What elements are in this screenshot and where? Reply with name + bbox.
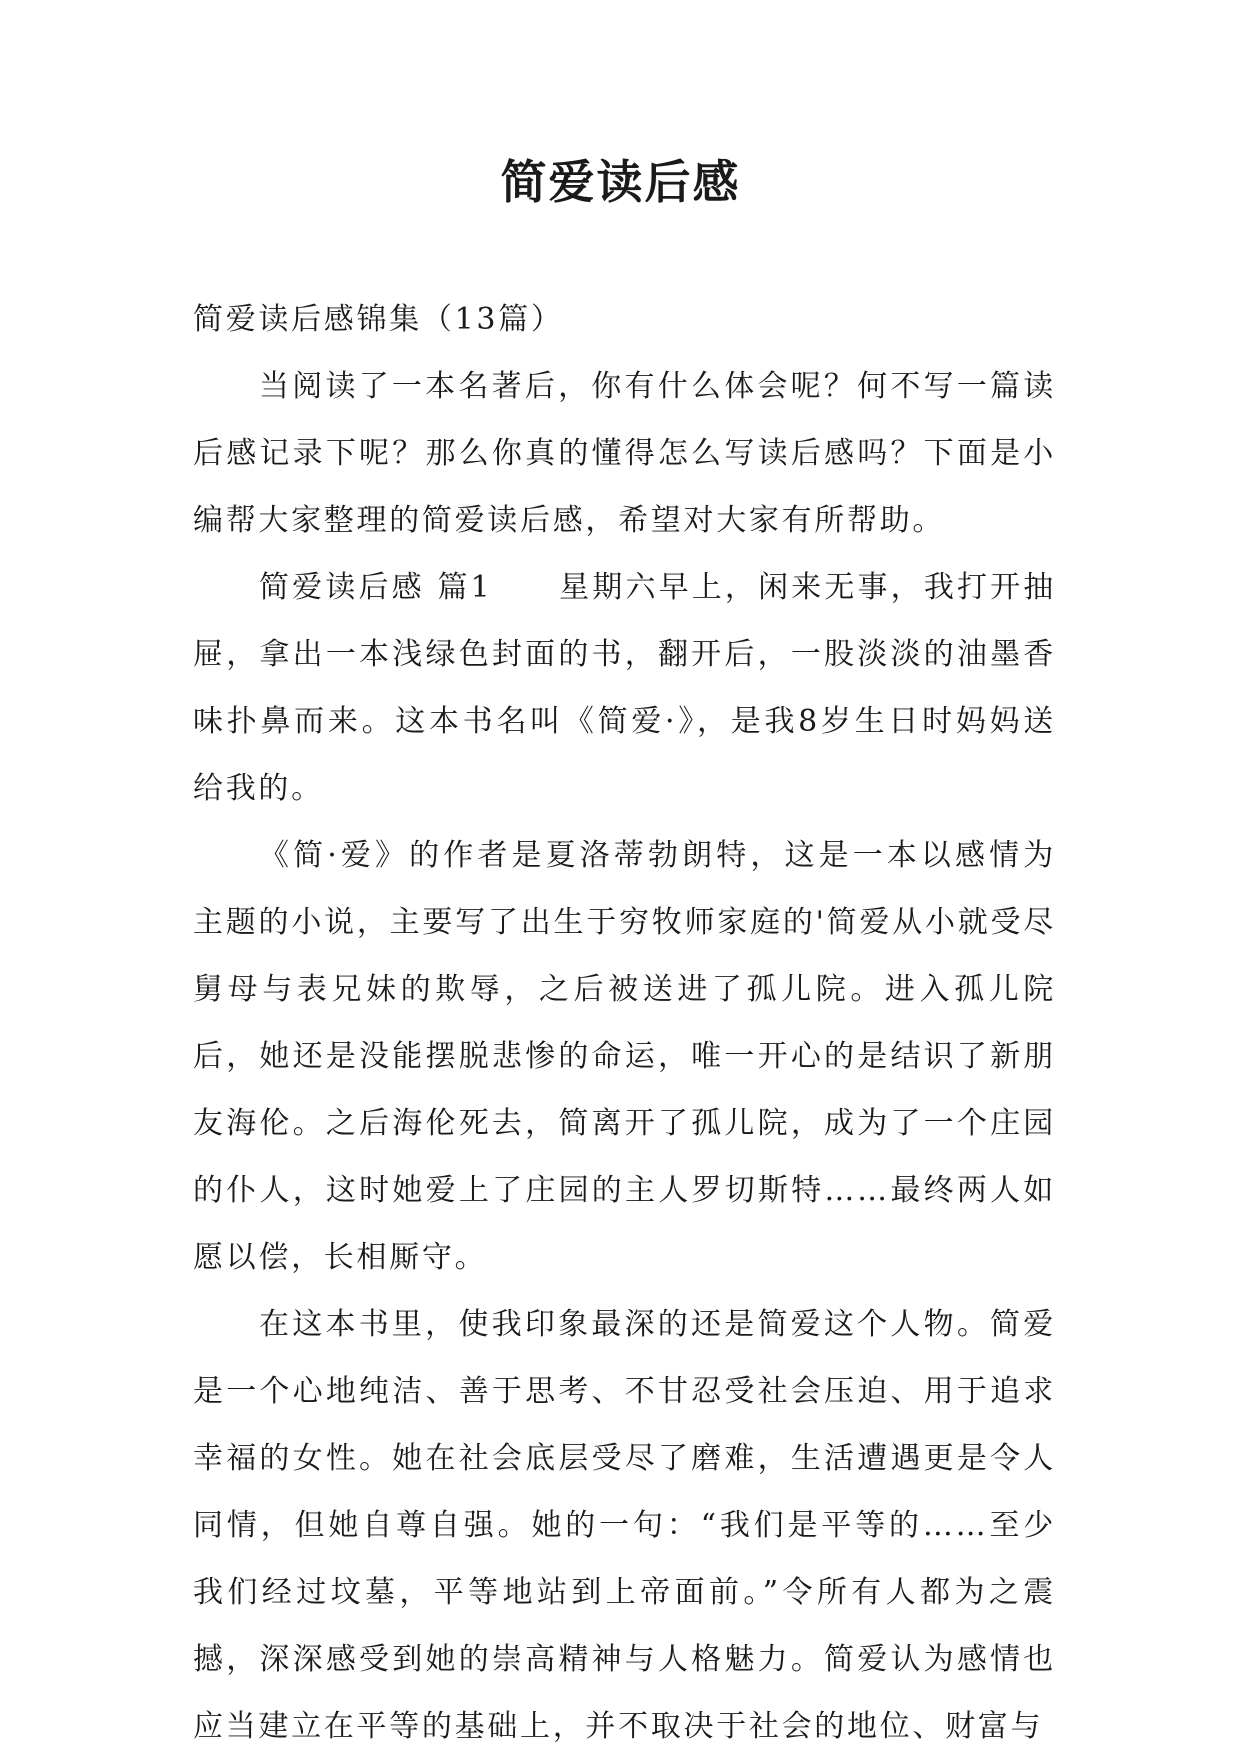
subtitle-line: 简爱读后感锦集（13篇） (193, 302, 564, 337)
document-body (193, 286, 1056, 1760)
paragraph-chapter-1: 简爱读后感 篇1 星期六早上，闲来无事，我打开抽屉，拿出一本浅绿色封面的书，翻开后，一股淡淡的油墨香味扑鼻而来。这本书名叫《简爱·》，是我8岁生日时妈妈送给我的。 (193, 570, 1056, 806)
paragraph-impression: 在这本书里，使我印象最深的还是简爱这个人物。简爱是一个心地纯洁、善于思考、不甘忍受社会压迫、用于追求幸福的女性。她在社会底层受尽了磨难，生活遭遇更是令人同情，但她自尊自强。她的一句：“我们是平等的……至少我们经过坟墓，平等地站到上帝面前。”令所有人都为之震撼，深深感受到她的崇高精神与人格魅力。简爱认为感情也应当建立在平等的基础上，并不取决于社会的地位、财富与 (193, 1307, 1056, 1744)
document-title: 简爱读后感 (500, 155, 741, 209)
paragraph-summary: 《简·爱》的作者是夏洛蒂勃朗特，这是一本以感情为主题的小说，主要写了出生于穷牧师家庭的'简爱从小就受尽舅母与表兄妹的欺辱，之后被送进了孤儿院。进入孤儿院后，她还是没能摆脱悲惨的命运，唯一开心的是结识了新朋友海伦。之后海伦死去，简离开了孤儿院，成为了一个庄园的仆人，这时她爱上了庄园的主人罗切斯特……最终两人如愿以偿，长相厮守。 (193, 838, 1056, 1275)
paragraph-intro: 当阅读了一本名著后，你有什么体会呢？何不写一篇读后感记录下呢？那么你真的懂得怎么写读后感吗？下面是小编帮大家整理的简爱读后感，希望对大家有所帮助。 (193, 369, 1056, 538)
